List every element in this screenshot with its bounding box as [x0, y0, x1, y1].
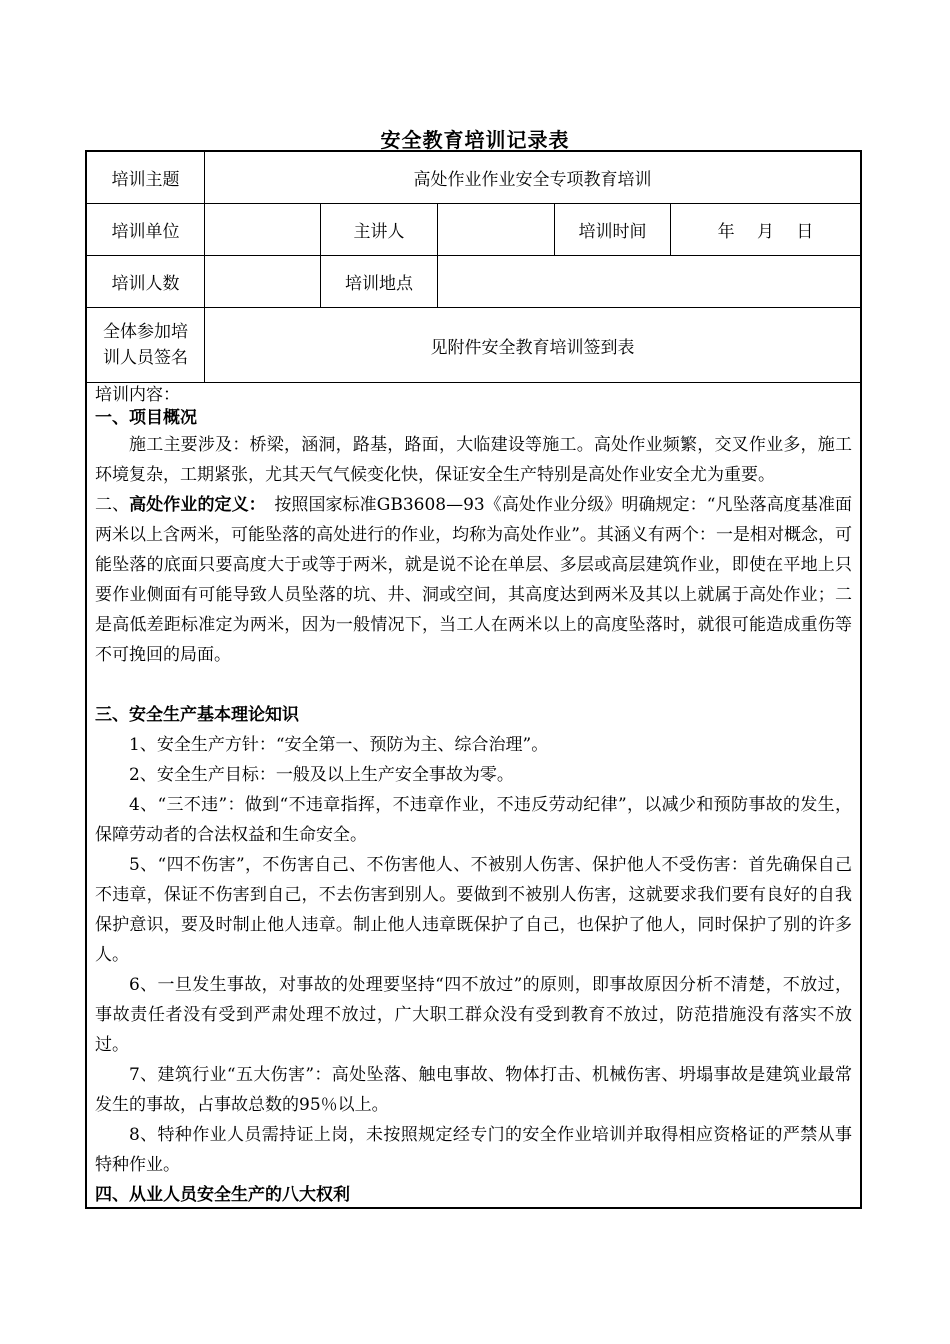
topic-value[interactable]: 高处作业作业安全专项教育培训: [204, 152, 860, 203]
time-value[interactable]: 年 月 日: [670, 204, 860, 255]
row-unit: [87, 204, 860, 256]
training-record-form: [85, 150, 862, 1209]
signature-label-line1: 全体参加培: [103, 322, 188, 342]
section-3-item-8: 8、特种作业人员需持证上岗，未按照规定经专门的安全作业培训并取得相应资格证的严禁从事特种作业。: [95, 1125, 852, 1175]
lecturer-label: 主讲人: [320, 204, 437, 255]
page-title: 安全教育培训记录表: [380, 128, 570, 152]
row-signature: [87, 308, 860, 383]
section-1-heading: 一、项目概况: [95, 408, 197, 428]
unit-label: 培训单位: [111, 222, 180, 242]
count-label: 培训人数: [111, 274, 180, 294]
section-3-item-4: 4、“三不违”：做到“不违章指挥，不违章作业，不违反劳动纪律”，以减少和预防事故的发生，保障劳动者的合法权益和生命安全。: [95, 795, 852, 845]
section-3-item-5: 5、“四不伤害”，不伤害自己、不伤害他人、不被别人伤害、保护他人不受伤害：首先确保自己不违章，保证不伤害到自己，不去伤害到别人。要做到不被别人伤害，这就要求我们要有良好的自我保护意识，要及时制止他人违章。制止他人违章既保护了自己，也保护了他人，同时保护了别的许多人。: [95, 855, 852, 965]
section-3-item-6: 6、一旦发生事故，对事故的处理要坚持“四不放过”的原则，即事故原因分析不清楚，不放过，事故责任者没有受到严肃处理不放过，广大职工群众没有受到教育不放过，防范措施没有落实不放过。: [95, 975, 852, 1055]
training-content: [95, 384, 852, 1210]
section-3-heading: 三、安全生产基本理论知识: [95, 705, 299, 725]
section-2-heading: 高处作业的定义：: [129, 495, 258, 515]
section-3-item-2: 2、安全生产目标：一般及以上生产安全事故为零。: [129, 765, 514, 785]
spacer: [95, 670, 852, 700]
section-3-item-1: 1、安全生产方针：“安全第一、预防为主、综合治理”。: [129, 735, 549, 755]
signature-label: [87, 308, 204, 382]
signature-value[interactable]: 见附件安全教育培训签到表: [204, 308, 860, 382]
topic-label: 培训主题: [111, 170, 180, 190]
unit-value[interactable]: [204, 204, 320, 255]
place-label: 培训地点: [320, 256, 437, 307]
section-4-heading: 四、从业人员安全生产的八大权利: [95, 1185, 350, 1205]
place-value[interactable]: [437, 256, 860, 307]
section-2-prefix: 二、: [95, 495, 130, 515]
content-label: 培训内容：: [95, 385, 180, 405]
row-topic: [87, 152, 860, 204]
count-value[interactable]: [204, 256, 320, 307]
section-3-item-7: 7、建筑行业“五大伤害”：高处坠落、触电事故、物体打击、机械伤害、坍塌事故是建筑业最常发生的事故，占事故总数的95％以上。: [95, 1065, 852, 1115]
section-1-paragraph: 施工主要涉及：桥梁，涵洞，路基，路面，大临建设等施工。高处作业频繁，交叉作业多，施工环境复杂，工期紧张，尤其天气气候变化快，保证安全生产特别是高处作业安全尤为重要。: [95, 435, 852, 485]
lecturer-value[interactable]: [437, 204, 554, 255]
section-2-paragraph: [95, 490, 852, 670]
section-2-body: 按照国家标准GB3608—93《高处作业分级》明确规定：“凡坠落高度基准面两米以上含两米，可能坠落的高处进行的作业，均称为高处作业”。其涵义有两个：一是相对概念，可能坠落的底面只要高度大于或等于两米，就是说不论在单层、多层或高层建筑作业，即使在平地上只要作业侧面有可能导致人员坠落的坑、井、洞或空间，其高度达到两米及其以上就属于高处作业；二是高低差距标准定为两米，因为一般情况下，当工人在两米以上的高度坠落时，就很可能造成重伤等不可挽回的局面。: [95, 495, 853, 665]
time-label: 培训时间: [554, 204, 670, 255]
signature-label-line2: 训人员签名: [103, 348, 188, 368]
row-count: [87, 256, 860, 308]
